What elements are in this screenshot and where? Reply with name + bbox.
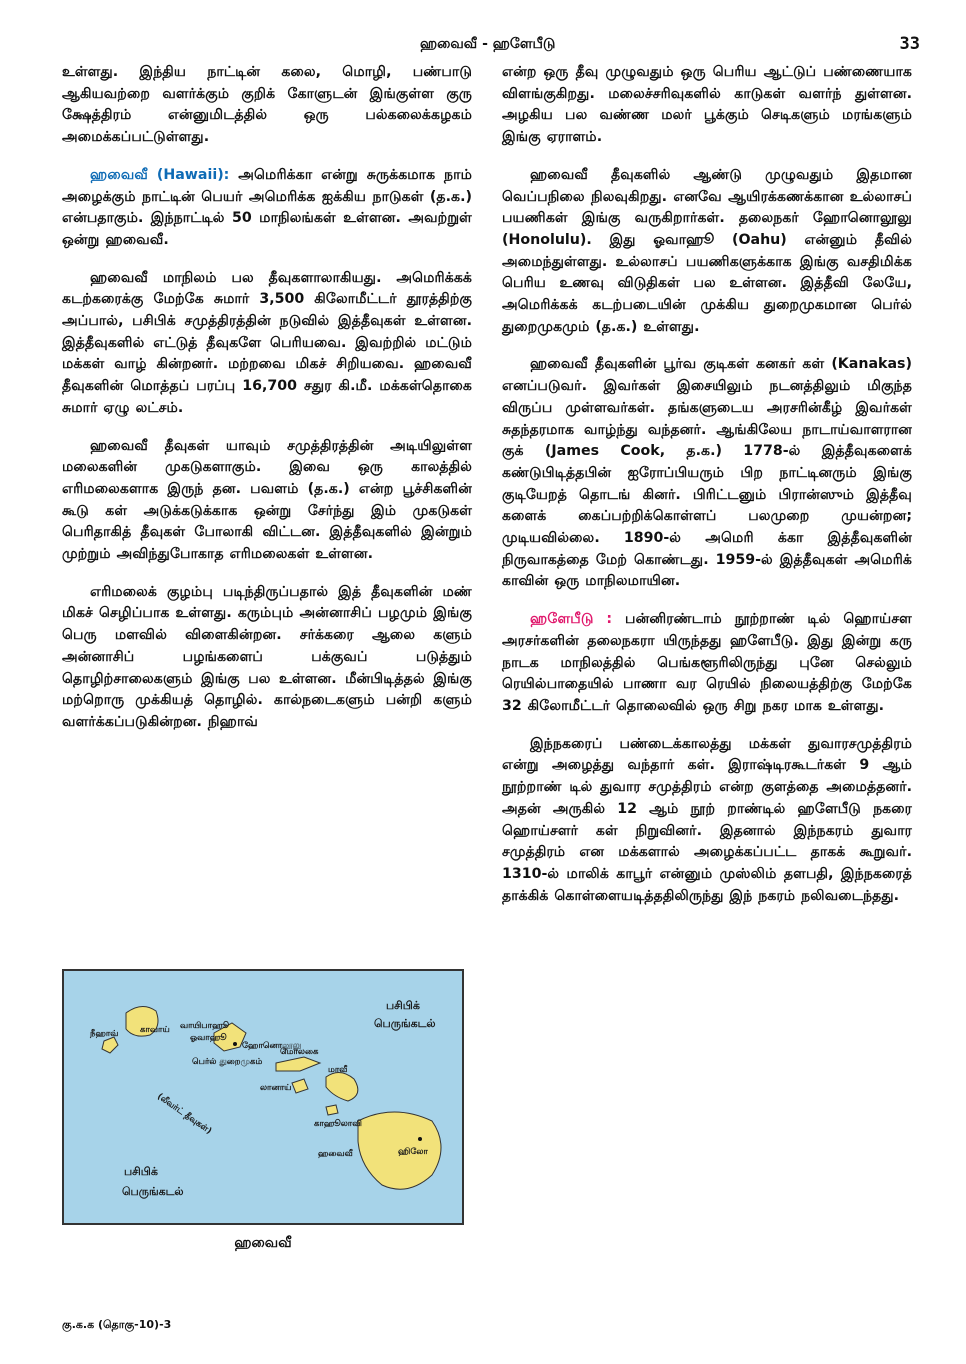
paragraph-text: அமெரிக்கா என்று சுருக்கமாக நாம் அழைக்கும் நாட்டின் பெயர் அமெரிக்க ஐக்கிய நாடுகள் (த.க.) என்பதாகும். இந்நாட்டில் 50 மாநிலங்கள் உள்ளன. அவற்றுள் ஒன்று ஹவைவீ. [62, 166, 472, 248]
paragraph: இந்நகரைப் பண்டைக்காலத்து மக்கள் துவாரசமுத்திரம் என்று அழைத்து வந்தார் கள். இராஷ்டிரகூடர்கள் 9 ஆம் நூற்றாண் டில் துவார சமுத்திரம் என்ற குளத்தை அமைத்தனர். அதன் அருகில் 12 ஆம் நூற் றாண்டில் ஹளேபீடு நகரை ஹொய்சளர் கள் நிறுவினர். இதனால் இந்நகரம் துவார சமுத்திரம் என மக்களால் அழைக்கப்பட்ட தாகக் கூறுவர். 1310-ல் மாலிக் காபூர் என்னும் முஸ்லிம் தளபதி, இந்நகரைத் தாக்கிக் கொள்ளையடித்ததிலிருந்து இந் நகரம் நலிவடைந்தது. [502, 735, 912, 904]
halebid-entry-paragraph [502, 609, 912, 718]
hawaii-entry-paragraph [62, 165, 472, 252]
paragraph: ஹவைவீ தீவுகளின் பூர்வ குடிகள் கனகர் கள் (Kanakas) எனப்படுவர். இவர்கள் இசையிலும் நடனத்திலும் மிகுந்த விருப்ப முள்ளவர்கள். தங்களுடைய அரசரின்கீழ் இவர்கள் சுதந்தரமாக வாழ்ந்து வந்தனர். ஆங்கிலேய நாடாய்வாளரான குக் (James Cook, த.க.) 1778-ல் இத்தீவுகளைக் கண்டுபிடித்தபின் ஐரோப்பியரும் பிற நாட்டினரும் இங்கு குடியேறத் தொடங் கினர். பிரிட்டனும் பிரான்ஸும் இத்தீவு களைக் கைப்பற்றிக்கொள்ளப் பலமுறை முயன்றன; முடியவில்லை. 1890-ல் அமெரி க்கா இத்தீவுகளின் நிருவாகத்தை மேற் கொண்டது. 1959-ல் இத்தீவுகள் அமெரிக் காவின் ஒரு மாநிலமாயின. [502, 356, 912, 590]
map-label-molokai: மொலகை [280, 1047, 319, 1057]
map-label-hilo: ஹிலோ [398, 1147, 428, 1157]
island-kahoolawe [326, 1105, 338, 1115]
map-label-lanai: லானாய் [260, 1083, 292, 1093]
map-figure [62, 969, 464, 1253]
entry-term-halebid: ஹளேபீடு : [530, 611, 613, 628]
paragraph: உள்ளது. இந்திய நாட்டின் கலை, மொழி, பண்பாடு ஆகியவற்றை வளர்க்கும் குறிக் கோளுடன் இங்குள்ள குரு க்ஷேத்திரம் என்னுமிடத்தில் ஒரு பல்கலைக்கழகம் அமைக்கப்பட்டுள்ளது. [62, 64, 472, 146]
map-label-leeward-islands: (லீவர்ட் தீவுகள்) [155, 1091, 214, 1137]
page-header [0, 34, 966, 58]
map-label-pacific-right-1: பசிபிக் [386, 999, 420, 1012]
map-label-maui: மாவீ [328, 1065, 348, 1075]
island-molokai [276, 1057, 320, 1071]
map-label-pacific-right-2: பெருங்கடல் [374, 1017, 436, 1030]
island-maui [326, 1072, 358, 1101]
map-label-waialua: வாயிபாஹூ [180, 1021, 229, 1031]
island-lanai [292, 1079, 308, 1093]
paragraph: ஹவைவீ தீவுகள் யாவும் சமுத்திரத்தின் அடியிலுள்ள மலைகளின் முகடுகளாகும். இவை ஒரு காலத்தில் எரிமலைகளாக இருந் தன. பவளம் (த.க.) என்ற பூச்சிகளின் கூடு கள் அடுக்கடுக்காக ஒன்று சேர்ந்து இம் முகடுகள் பெரிதாகித் தீவுகள் போலாகி விட்டன. இத்தீவுகளில் இன்றும் முற்றும் அவிந்துபோகாத எரிமலைகள் உள்ளன. [62, 437, 472, 563]
map-caption: ஹவைவீ [234, 1235, 292, 1251]
right-column [502, 62, 912, 923]
paragraph: என்ற ஒரு தீவு முழுவதும் ஒரு பெரிய ஆட்டுப் பண்ணையாக விளங்குகிறது. மலைச்சரிவுகளில் காடுகள் வளர்ந் துள்ளன. அழகிய பல வண்ண மலர் பூக்கும் செடிகளும் மரங்களும் இங்கு ஏராளம். [502, 64, 912, 146]
city-dot-honolulu [233, 1042, 237, 1046]
paragraph: ஹவைவீ மாநிலம் பல தீவுகளாலாகியது. அமெரிக்கக் கடற்கரைக்கு மேற்கே சுமார் 3,500 கிலோமீட்டர் தூரத்திற்கு அப்பால், பசிபிக் சமுத்திரத்தின் நடுவில் இத்தீவுகள் உள்ளன. இத்தீவுகளில் எட்டுத் தீவுகளே பெரியவை. இவற்றில் மட்டும் மக்கள் வாழ் கின்றனர். மற்றவை மிகச் சிறியவை. ஹவைவீ தீவுகளின் மொத்தப் பரப்பு 16,700 சதுர கி.மீ. மக்கள்தொகை சுமார் ஏழு லட்சம். [62, 269, 472, 416]
page-number: 33 [899, 34, 920, 54]
map-label-kauai: காவாய் [140, 1025, 170, 1035]
paragraph: எரிமலைக் குழம்பு படிந்திருப்பதால் இத் தீவுகளின் மண் மிகச் செழிப்பாக உள்ளது. கரும்பும் அன்னாசிப் பழமும் இங்கு பெரு மளவில் விளைகின்றன. சர்க்கரை ஆலை களும் அன்னாசிப் பழங்களைப் பக்குவப் படுத்தும் தொழிற்சாலைகளும் இங்கு பல உள்ளன. மீன்பிடித்தல் இங்கு மற்றொரு முக்கியத் தொழில். கால்நடைகளும் பன்றி களும் வளர்க்கப்படுகின்றன. நிஹாவ் [62, 583, 472, 730]
map-label-hawaii: ஹவைவீ [318, 1149, 353, 1159]
map-label-pacific-left-1: பசிபிக் [124, 1165, 158, 1178]
map-label-oahu: ஓவாஹூ [190, 1033, 227, 1043]
map-label-honolulu: ஹோனொலூலு [242, 1041, 302, 1051]
left-column [62, 62, 472, 750]
paragraph-text: பன்னிரண்டாம் நூற்றாண் டில் ஹொய்சள அரசர்களின் தலைநகரா யிருந்தது ஹளேபீடு. இது இன்று கரு நாடக மாநிலத்தில் பெங்களூரிலிருந்து புனே செல்லும் ரெயில்பாதையில் பாணா வர ரெயில் நிலையத்திற்கு மேற்கே 32 கிலோமீட்டர் தொலைவில் ஒரு சிறு நகர மாக உள்ளது. [502, 611, 912, 714]
map-label-kahoolawe: காஹூலாவி [314, 1119, 362, 1129]
map-label-pacific-left-2: பெருங்கடல் [122, 1185, 184, 1198]
running-title: ஹவைவீ - ஹளேபீடு [420, 36, 556, 52]
map-label-pearl-harbor: பெர்ல் துறைமுகம் [192, 1057, 263, 1067]
map-label-niihau: நீஹாவ் [90, 1029, 119, 1039]
city-dot-hilo [418, 1137, 422, 1141]
hawaii-map [62, 969, 464, 1225]
paragraph: ஹவைவீ தீவுகளில் ஆண்டு முழுவதும் இதமான வெப்பநிலை நிலவுகிறது. எனவே ஆயிரக்கணக்கான உல்லாசப் பயணிகள் இங்கு வருகிறார்கள். தலைநகர் ஹோனொலூலு (Honolulu). இது ஓவாஹூ (Oahu) என்னும் தீவில் அமைந்துள்ளது. உல்லாசப் பயணிகளுக்காக இங்கு வசதிமிக்க பெரிய உணவு விடுதிகள் பல உள்ளன. இத்தீவி லேயே, அமெரிக்கக் கடற்படையின் முக்கிய துறைமுகமான பெர்ல் துறைமுகமும் (த.க.) உள்ளது. [502, 166, 912, 335]
page-footer: கு.க.க (தொகு-10)-3 [62, 1318, 172, 1331]
entry-term-hawaii: ஹவைவீ (Hawaii): [90, 166, 230, 183]
